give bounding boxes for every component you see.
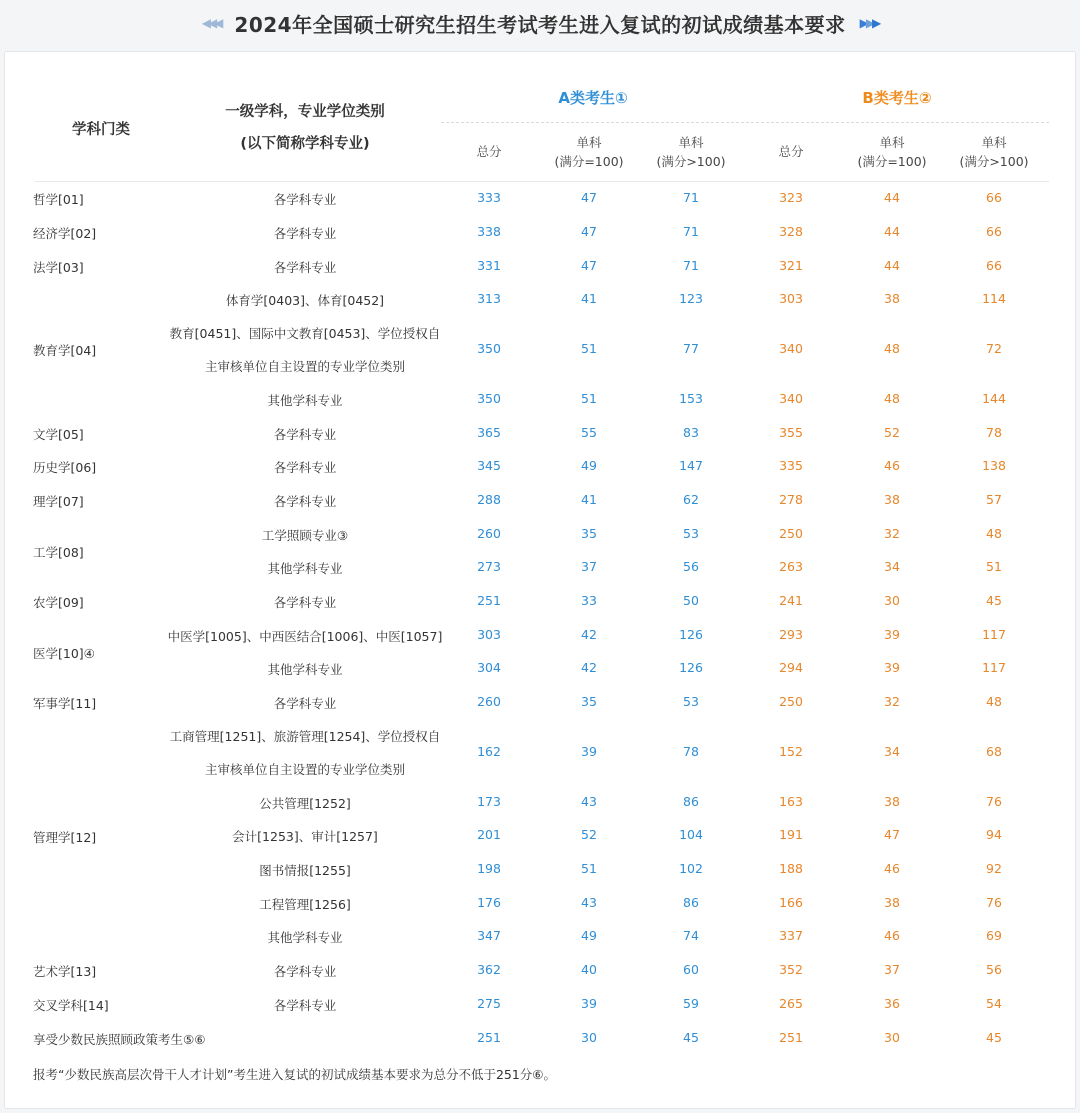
score-b: 45 — [986, 1030, 1002, 1045]
score-b: 52 — [884, 425, 900, 440]
score-b: 144 — [982, 391, 1006, 406]
score-a: 173 — [477, 794, 501, 809]
specialty-label: 公共管理[1252] — [259, 796, 351, 811]
specialty-label — [160, 317, 450, 383]
header-a-single-gt100 — [651, 133, 731, 171]
score-a: 71 — [683, 190, 699, 205]
score-b: 251 — [779, 1030, 803, 1045]
score-b: 294 — [779, 660, 803, 675]
score-b: 39 — [884, 660, 900, 675]
specialty-label: 工程管理[1256] — [259, 897, 351, 912]
score-a: 338 — [477, 224, 501, 239]
score-b: 163 — [779, 794, 803, 809]
score-a: 77 — [683, 341, 699, 356]
category-label: 历史学[06] — [33, 460, 97, 475]
score-b: 68 — [986, 744, 1002, 759]
score-b: 94 — [986, 827, 1002, 842]
score-a: 49 — [581, 928, 597, 943]
score-a: 50 — [683, 593, 699, 608]
score-a: 43 — [581, 794, 597, 809]
header-a-le100: (满分=100) — [554, 154, 624, 169]
score-b: 66 — [986, 224, 1002, 239]
header-a-single-label: 单科 — [576, 135, 602, 150]
score-a: 51 — [581, 391, 597, 406]
title-bar — [0, 0, 1080, 46]
score-b: 263 — [779, 559, 803, 574]
score-a: 71 — [683, 224, 699, 239]
score-b: 117 — [982, 660, 1006, 675]
score-table-panel — [4, 51, 1076, 1109]
score-b: 48 — [986, 694, 1002, 709]
specialty-label: 各学科专业 — [273, 964, 337, 979]
score-a: 39 — [581, 744, 597, 759]
category-label: 法学[03] — [33, 260, 84, 275]
score-b: 30 — [884, 593, 900, 608]
score-a: 41 — [581, 291, 597, 306]
header-a-single-label: 单科 — [678, 135, 704, 150]
score-a: 78 — [683, 744, 699, 759]
score-a: 47 — [581, 258, 597, 273]
category-label: 交叉学科[14] — [33, 998, 109, 1013]
header-a-total: 总分 — [476, 144, 502, 159]
score-b: 337 — [779, 928, 803, 943]
score-b: 188 — [779, 861, 803, 876]
header-group-b: B类考生② — [862, 89, 932, 107]
header-bottom-line — [35, 181, 1049, 182]
score-b: 51 — [986, 559, 1002, 574]
score-a: 251 — [477, 593, 501, 608]
header-a-single-100 — [549, 133, 629, 171]
score-b: 293 — [779, 627, 803, 642]
score-a: 83 — [683, 425, 699, 440]
score-b: 340 — [779, 341, 803, 356]
score-b: 76 — [986, 794, 1002, 809]
score-b: 46 — [884, 928, 900, 943]
header-b-single-100 — [852, 133, 932, 171]
score-a: 35 — [581, 694, 597, 709]
score-b: 38 — [884, 895, 900, 910]
score-a: 45 — [683, 1030, 699, 1045]
category-label: 医学[10]④ — [33, 646, 95, 661]
footnote: 报考“少数民族高层次骨干人才计划”考生进入复试的初试成绩基本要求为总分不低于251分⑥。 — [33, 1067, 557, 1082]
score-b: 66 — [986, 258, 1002, 273]
score-a: 60 — [683, 962, 699, 977]
specialty-label: 各学科专业 — [273, 260, 337, 275]
forward-arrows-icon: ▶▶▶ — [859, 16, 879, 30]
score-b: 47 — [884, 827, 900, 842]
score-b: 66 — [986, 190, 1002, 205]
specialty-label: 会计[1253]、审计[1257] — [232, 829, 378, 844]
category-label: 享受少数民族照顾政策考生⑤⑥ — [33, 1032, 206, 1047]
header-specialty-line2: (以下简称学科专业) — [240, 136, 370, 152]
score-b: 32 — [884, 526, 900, 541]
rewind-arrows-icon: ◀◀◀ — [201, 16, 221, 30]
category-label: 理学[07] — [33, 494, 84, 509]
score-b: 72 — [986, 341, 1002, 356]
score-a: 288 — [477, 492, 501, 507]
header-a-gt100: (满分>100) — [656, 154, 726, 169]
specialty-label: 各学科专业 — [273, 226, 337, 241]
score-b: 30 — [884, 1030, 900, 1045]
specialty-label: 其他学科专业 — [267, 930, 343, 945]
score-a: 333 — [477, 190, 501, 205]
category-label: 工学[08] — [33, 545, 84, 560]
score-b: 250 — [779, 526, 803, 541]
score-b: 69 — [986, 928, 1002, 943]
page-title: 2024年全国硕士研究生招生考试考生进入复试的初试成绩基本要求 — [234, 12, 846, 37]
score-b: 48 — [986, 526, 1002, 541]
score-b: 323 — [779, 190, 803, 205]
score-b: 45 — [986, 593, 1002, 608]
score-b: 265 — [779, 996, 803, 1011]
score-a: 102 — [679, 861, 703, 876]
score-b: 48 — [884, 391, 900, 406]
score-a: 51 — [581, 341, 597, 356]
score-b: 278 — [779, 492, 803, 507]
specialty-label: 各学科专业 — [273, 494, 337, 509]
score-b: 34 — [884, 559, 900, 574]
score-b: 39 — [884, 627, 900, 642]
score-a: 331 — [477, 258, 501, 273]
score-b: 117 — [982, 627, 1006, 642]
score-b: 191 — [779, 827, 803, 842]
score-b: 34 — [884, 744, 900, 759]
score-a: 86 — [683, 794, 699, 809]
score-a: 275 — [477, 996, 501, 1011]
score-b: 328 — [779, 224, 803, 239]
score-b: 48 — [884, 341, 900, 356]
specialty-label: 其他学科专业 — [267, 393, 343, 408]
score-a: 304 — [477, 660, 501, 675]
score-a: 62 — [683, 492, 699, 507]
header-b-total: 总分 — [778, 144, 804, 159]
specialty-line: 工商管理[1251]、旅游管理[1254]、学位授权自 — [169, 729, 441, 744]
category-label: 管理学[12] — [33, 830, 97, 845]
score-a: 126 — [679, 660, 703, 675]
header-b-single-gt100 — [954, 133, 1034, 171]
score-b: 38 — [884, 492, 900, 507]
score-b: 32 — [884, 694, 900, 709]
score-a: 41 — [581, 492, 597, 507]
score-b: 152 — [779, 744, 803, 759]
score-b: 303 — [779, 291, 803, 306]
header-specialty-line1: 一级学科，专业学位类别 — [225, 104, 385, 120]
score-b: 340 — [779, 391, 803, 406]
specialty-label: 各学科专业 — [273, 595, 337, 610]
score-b: 321 — [779, 258, 803, 273]
specialty-label: 其他学科专业 — [267, 561, 343, 576]
category-label: 农学[09] — [33, 595, 84, 610]
score-a: 39 — [581, 996, 597, 1011]
score-a: 147 — [679, 458, 703, 473]
score-a: 201 — [477, 827, 501, 842]
score-a: 365 — [477, 425, 501, 440]
specialty-label: 中医学[1005]、中西医结合[1006]、中医[1057] — [167, 629, 443, 644]
score-b: 114 — [982, 291, 1006, 306]
score-a: 126 — [679, 627, 703, 642]
score-b: 76 — [986, 895, 1002, 910]
specialty-label: 各学科专业 — [273, 696, 337, 711]
score-a: 345 — [477, 458, 501, 473]
score-b: 46 — [884, 458, 900, 473]
score-a: 59 — [683, 996, 699, 1011]
score-a: 362 — [477, 962, 501, 977]
score-a: 30 — [581, 1030, 597, 1045]
score-b: 37 — [884, 962, 900, 977]
score-b: 44 — [884, 224, 900, 239]
category-label: 哲学[01] — [33, 192, 84, 207]
category-label: 文学[05] — [33, 427, 84, 442]
score-a: 47 — [581, 190, 597, 205]
specialty-label: 各学科专业 — [273, 998, 337, 1013]
header-category: 学科门类 — [72, 122, 130, 138]
specialty-label: 其他学科专业 — [267, 662, 343, 677]
score-a: 52 — [581, 827, 597, 842]
header-b-single-label: 单科 — [879, 135, 905, 150]
header-b-single-label: 单科 — [981, 135, 1007, 150]
score-a: 104 — [679, 827, 703, 842]
score-b: 44 — [884, 190, 900, 205]
specialty-label: 体育学[0403]、体育[0452] — [225, 293, 385, 308]
header-divider — [441, 122, 1049, 123]
specialty-label: 工学照顾专业③ — [261, 528, 349, 543]
score-a: 176 — [477, 895, 501, 910]
score-b: 56 — [986, 962, 1002, 977]
specialty-label — [160, 720, 450, 786]
score-b: 54 — [986, 996, 1002, 1011]
score-a: 33 — [581, 593, 597, 608]
header-group-a: A类考生① — [558, 89, 628, 107]
score-a: 43 — [581, 895, 597, 910]
score-a: 47 — [581, 224, 597, 239]
score-b: 352 — [779, 962, 803, 977]
category-label: 军事学[11] — [33, 696, 97, 711]
score-b: 92 — [986, 861, 1002, 876]
score-b: 38 — [884, 794, 900, 809]
score-a: 350 — [477, 391, 501, 406]
score-a: 55 — [581, 425, 597, 440]
specialty-line: 主审核单位自主设置的专业学位类别 — [204, 762, 405, 777]
score-a: 42 — [581, 627, 597, 642]
score-b: 166 — [779, 895, 803, 910]
score-a: 260 — [477, 526, 501, 541]
score-a: 251 — [477, 1030, 501, 1045]
score-b: 38 — [884, 291, 900, 306]
specialty-label: 各学科专业 — [273, 427, 337, 442]
score-a: 313 — [477, 291, 501, 306]
category-label: 经济学[02] — [33, 226, 97, 241]
score-b: 250 — [779, 694, 803, 709]
specialty-line: 主审核单位自主设置的专业学位类别 — [204, 359, 405, 374]
score-a: 347 — [477, 928, 501, 943]
score-b: 138 — [982, 458, 1006, 473]
score-a: 56 — [683, 559, 699, 574]
score-a: 71 — [683, 258, 699, 273]
score-a: 162 — [477, 744, 501, 759]
score-a: 74 — [683, 928, 699, 943]
specialty-label: 各学科专业 — [273, 192, 337, 207]
score-a: 350 — [477, 341, 501, 356]
score-a: 86 — [683, 895, 699, 910]
score-b: 44 — [884, 258, 900, 273]
score-b: 46 — [884, 861, 900, 876]
specialty-label: 图书情报[1255] — [259, 863, 351, 878]
score-a: 260 — [477, 694, 501, 709]
score-a: 273 — [477, 559, 501, 574]
score-a: 49 — [581, 458, 597, 473]
category-label: 艺术学[13] — [33, 964, 97, 979]
score-a: 123 — [679, 291, 703, 306]
score-a: 40 — [581, 962, 597, 977]
score-b: 78 — [986, 425, 1002, 440]
category-label: 教育学[04] — [33, 343, 97, 358]
score-a: 53 — [683, 526, 699, 541]
score-b: 36 — [884, 996, 900, 1011]
score-a: 35 — [581, 526, 597, 541]
score-b: 241 — [779, 593, 803, 608]
score-a: 42 — [581, 660, 597, 675]
score-a: 51 — [581, 861, 597, 876]
score-a: 198 — [477, 861, 501, 876]
score-b: 57 — [986, 492, 1002, 507]
score-a: 37 — [581, 559, 597, 574]
score-b: 335 — [779, 458, 803, 473]
score-b: 355 — [779, 425, 803, 440]
score-a: 153 — [679, 391, 703, 406]
header-b-le100: (满分=100) — [857, 154, 927, 169]
header-b-gt100: (满分>100) — [959, 154, 1029, 169]
score-a: 303 — [477, 627, 501, 642]
score-a: 53 — [683, 694, 699, 709]
specialty-label: 各学科专业 — [273, 460, 337, 475]
specialty-line: 教育[0451]、国际中文教育[0453]、学位授权自 — [169, 326, 441, 341]
